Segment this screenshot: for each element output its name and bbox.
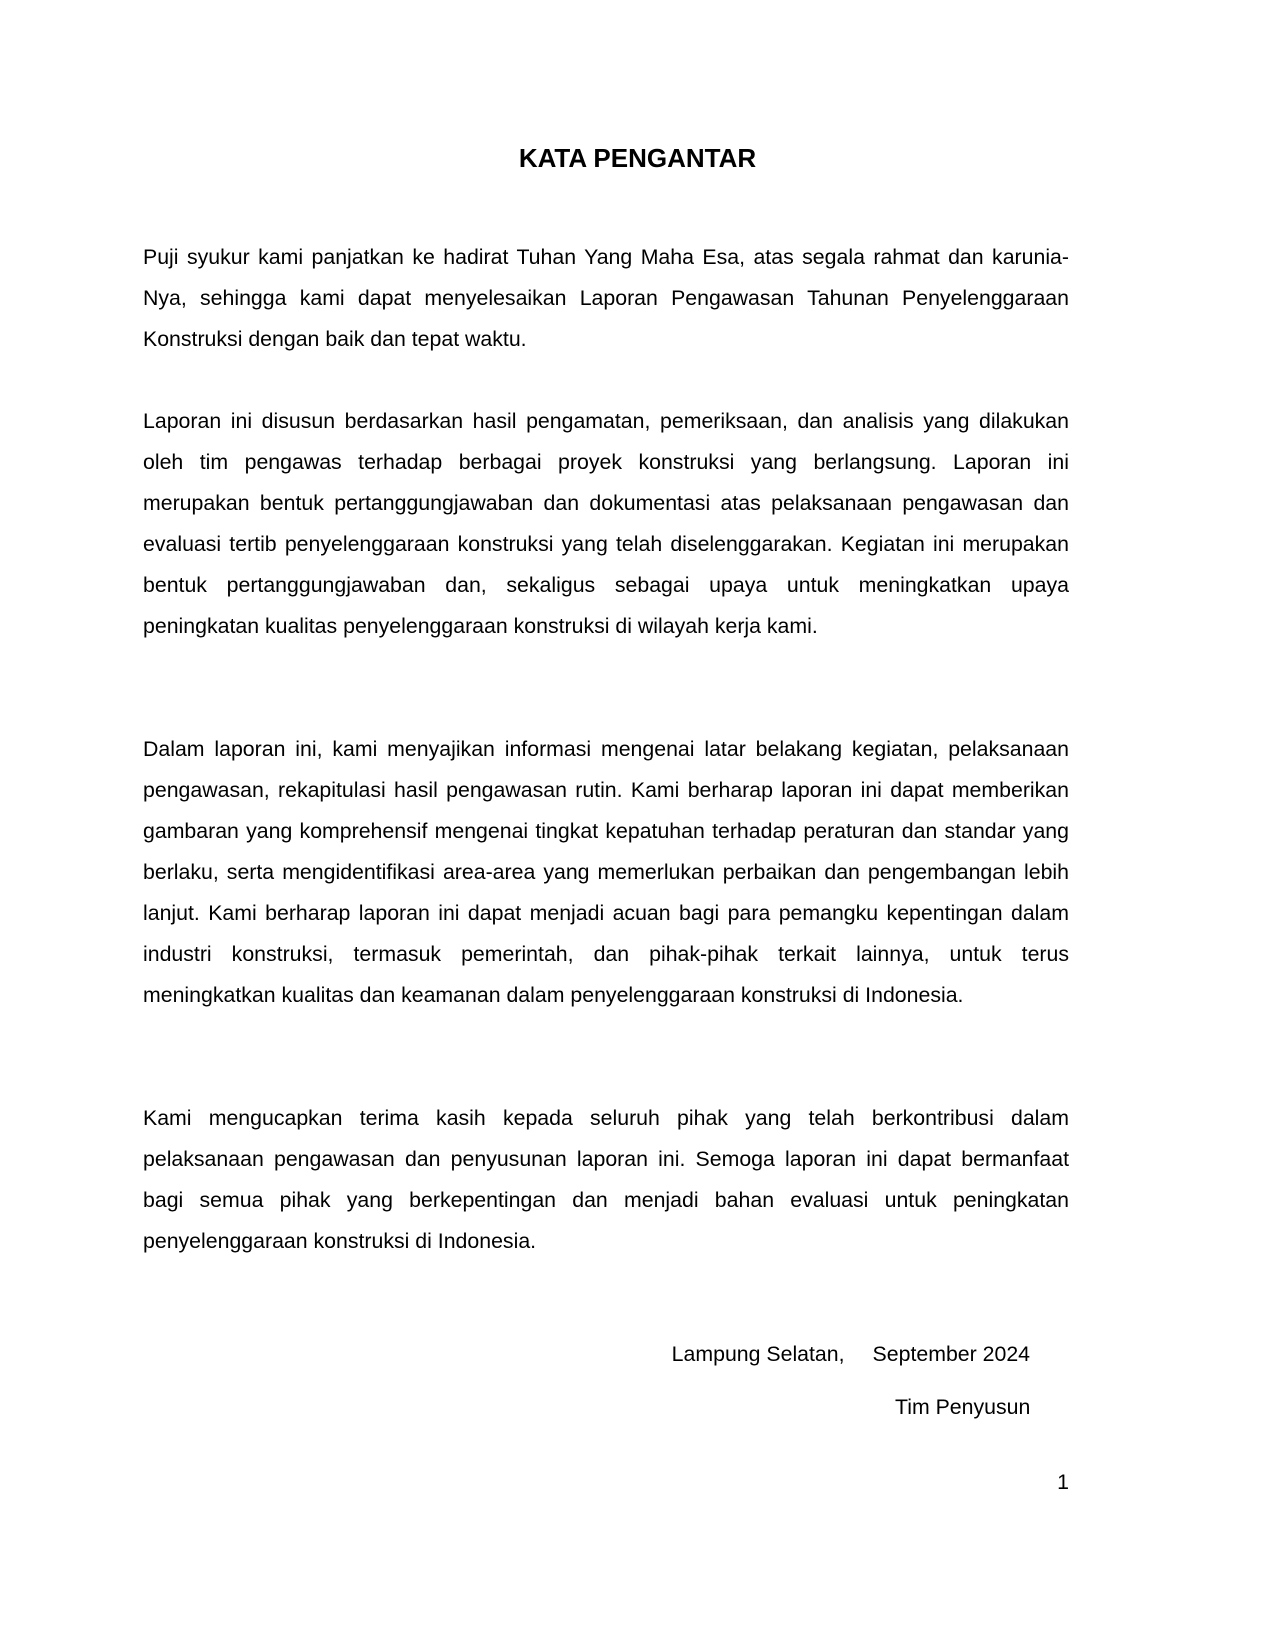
paragraph-4: Kami mengucapkan terima kasih kepada seluruh pihak yang telah berkontribusi dalam pelaksanaan pengawasan dan penyusunan laporan ini. Semoga laporan ini dapat bermanfaat bagi semua pihak yang berkepentingan dan menjadi bahan evaluasi untuk peningkatan penyelenggaraan konstruksi di Indonesia. — [143, 1106, 1069, 1253]
paragraph-3: Dalam laporan ini, kami menyajikan informasi mengenai latar belakang kegiatan, pelaksanaan pengawasan, rekapitulasi hasil pengawasan rutin. Kami berharap laporan ini dapat memberikan gambaran yang komprehensif mengenai tingkat kepatuhan terhadap peraturan dan standar yang berlaku, serta mengidentifikasi area-area yang memerlukan perbaikan dan pengembangan lebih lanjut. Kami berharap laporan ini dapat menjadi acuan bagi para pemangku kepentingan dalam industri konstruksi, termasuk pemerintah, dan pihak-pihak terkait lainnya, untuk terus meningkatkan kualitas dan keamanan dalam penyelenggaraan konstruksi di Indonesia. — [143, 737, 1069, 1007]
place: Lampung Selatan, — [671, 1342, 845, 1366]
date: September 2024 — [872, 1342, 1031, 1366]
signer: Tim Penyusun — [895, 1395, 1031, 1419]
paragraph-2: Laporan ini disusun berdasarkan hasil pengamatan, pemeriksaan, dan analisis yang dilakukan oleh tim pengawas terhadap berbagai proyek konstruksi yang berlangsung. Laporan ini merupakan bentuk pertanggungjawaban dan dokumentasi atas pelaksanaan pengawasan dan evaluasi tertib penyelenggaraan konstruksi yang telah diselenggarakan. Kegiatan ini merupakan bentuk pertanggungjawaban dan, sekaligus sebagai upaya untuk meningkatkan upaya peningkatan kualitas penyelenggaraan konstruksi di wilayah kerja kami. — [143, 409, 1069, 638]
page-title: KATA PENGANTAR — [518, 143, 757, 173]
page-number: 1 — [1057, 1470, 1069, 1494]
paragraph-1: Puji syukur kami panjatkan ke hadirat Tuhan Yang Maha Esa, atas segala rahmat dan karunia-Nya, sehingga kami dapat menyelesaikan Laporan Pengawasan Tahunan Penyelenggaraan Konstruksi dengan baik dan tepat waktu. — [143, 245, 1069, 351]
